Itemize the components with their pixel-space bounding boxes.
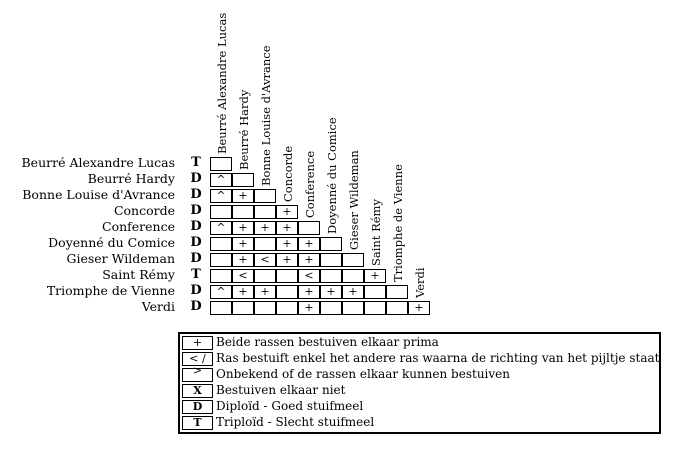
row-label: Saint Rémy (102, 267, 175, 282)
matrix-cell (210, 237, 232, 251)
matrix-cell: + (276, 253, 298, 267)
legend-symbol-arrow: < / > (182, 352, 213, 366)
matrix-cell (320, 237, 342, 251)
ploidy-label: D (190, 171, 202, 186)
matrix-cell (364, 285, 386, 299)
matrix-cell (276, 301, 298, 315)
matrix-cell (254, 237, 276, 251)
legend-text-diploid: Diploïd - Goed stuifmeel (216, 399, 364, 413)
matrix-cell (342, 301, 364, 315)
ploidy-label: T (191, 155, 201, 170)
legend-symbol-plus: + (182, 336, 213, 350)
row-label: Bonne Louise d'Avrance (22, 187, 175, 202)
legend-symbol-x: X (182, 384, 213, 398)
legend-text-arrow: Ras bestuift enkel het andere ras waarna de richting van het pijltje staat (216, 351, 660, 365)
matrix-cell: < (254, 253, 276, 267)
ploidy-label: D (190, 235, 202, 250)
column-header: Doyenné du Comice (325, 117, 339, 234)
column-header: Concorde (281, 145, 295, 202)
column-header: Gieser Wildeman (347, 150, 361, 250)
row-label: Beurré Hardy (87, 171, 175, 186)
matrix-cell: + (320, 285, 342, 299)
matrix-cell (254, 269, 276, 283)
matrix-cell: + (254, 285, 276, 299)
matrix-cell (210, 253, 232, 267)
ploidy-label: T (191, 267, 201, 282)
matrix-cell (320, 301, 342, 315)
matrix-cell (342, 269, 364, 283)
ploidy-label: D (190, 187, 202, 202)
matrix-cell: + (298, 237, 320, 251)
matrix-cell: ^ (210, 285, 232, 299)
row-label: Beurré Alexandre Lucas (21, 155, 175, 170)
matrix-cell (320, 269, 342, 283)
matrix-cell: + (276, 221, 298, 235)
matrix-cell: + (276, 237, 298, 251)
row-label: Triomphe de Vienne (46, 283, 175, 298)
matrix-cell (386, 301, 408, 315)
column-header: Verdi (413, 267, 427, 298)
matrix-cell: + (298, 301, 320, 315)
matrix-cell: + (232, 237, 254, 251)
ploidy-label: D (190, 299, 202, 314)
matrix-cell (276, 269, 298, 283)
column-header: Bonne Louise d'Avrance (259, 45, 273, 186)
matrix-cell: + (254, 221, 276, 235)
matrix-cell (210, 301, 232, 315)
legend-symbol-triploid: T (182, 416, 213, 430)
matrix-cell (386, 285, 408, 299)
matrix-cell (232, 205, 254, 219)
legend-symbol-unknown (182, 368, 213, 382)
matrix-cell (342, 253, 364, 267)
matrix-cell: + (232, 253, 254, 267)
matrix-cell (210, 205, 232, 219)
ploidy-label: D (190, 283, 202, 298)
legend-symbol-diploid: D (182, 400, 213, 414)
matrix-cell: + (232, 189, 254, 203)
matrix-cell: + (276, 205, 298, 219)
row-label: Doyenné du Comice (48, 235, 175, 250)
matrix-cell: + (298, 285, 320, 299)
matrix-cell (364, 301, 386, 315)
matrix-cell (210, 269, 232, 283)
row-label: Conference (102, 219, 175, 234)
row-label: Gieser Wildeman (66, 251, 175, 266)
matrix-cell (232, 301, 254, 315)
matrix-cell (254, 205, 276, 219)
matrix-cell (276, 285, 298, 299)
matrix-cell: + (364, 269, 386, 283)
matrix-cell: ^ (210, 173, 232, 187)
row-label: Concorde (113, 203, 175, 218)
matrix-cell: + (408, 301, 430, 315)
column-header: Triomphe de Vienne (391, 164, 405, 282)
legend-text-triploid: Triploïd - Slecht stuifmeel (216, 415, 375, 429)
matrix-cell: ^ (210, 221, 232, 235)
matrix-cell (254, 301, 276, 315)
matrix-cell: + (298, 253, 320, 267)
legend-text-x: Bestuiven elkaar niet (216, 383, 346, 397)
matrix-cell: < (232, 269, 254, 283)
column-header: Beurré Alexandre Lucas (215, 12, 229, 154)
legend-text-unknown: Onbekend of de rassen elkaar kunnen bestuiven (216, 367, 510, 381)
matrix-cell: < (298, 269, 320, 283)
matrix-cell: + (232, 221, 254, 235)
matrix-cell (254, 189, 276, 203)
matrix-cell: + (232, 285, 254, 299)
ploidy-label: D (190, 203, 202, 218)
legend-text-plus: Beide rassen bestuiven elkaar prima (216, 335, 439, 349)
matrix-cell: + (342, 285, 364, 299)
ploidy-label: D (190, 219, 202, 234)
column-header: Saint Rémy (369, 199, 383, 266)
matrix-cell (210, 157, 232, 171)
column-header: Beurré Hardy (237, 89, 251, 170)
matrix-cell (232, 173, 254, 187)
matrix-cell (320, 253, 342, 267)
matrix-cell: ^ (210, 189, 232, 203)
legend (178, 332, 661, 434)
row-label: Verdi (141, 299, 175, 314)
column-header: Conference (303, 150, 317, 218)
ploidy-label: D (190, 251, 202, 266)
matrix-cell (298, 221, 320, 235)
